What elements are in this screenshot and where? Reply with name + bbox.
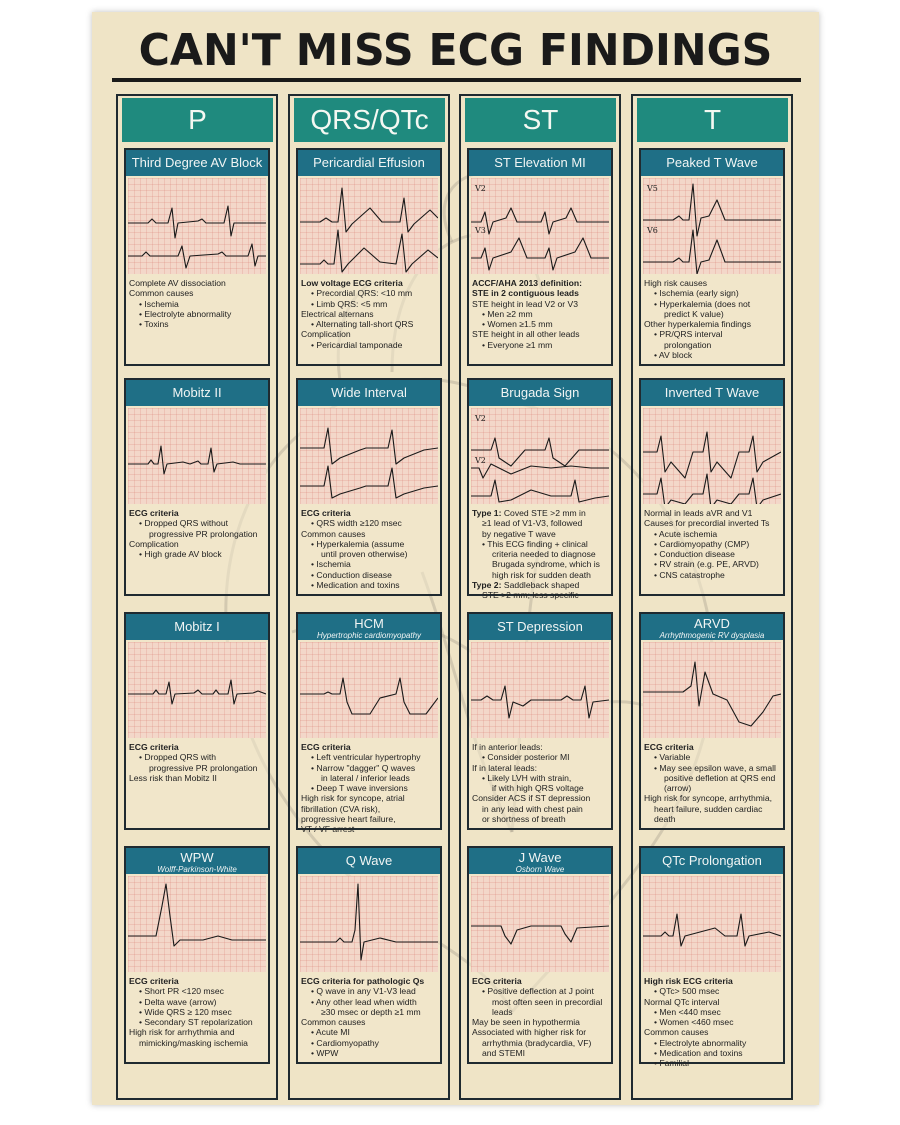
card-text-line: • Pericardial tamponade (311, 339, 403, 350)
card-title (641, 614, 783, 640)
ecg-trace-line (128, 884, 266, 946)
ecg-tracing (128, 178, 266, 274)
card-text-line: ECG criteria for pathologic Qs (301, 976, 425, 986)
card-text (301, 278, 441, 350)
card-text (644, 742, 784, 824)
ecg-trace-line (471, 238, 609, 270)
card-text-line: by negative T wave (482, 528, 556, 539)
card-text-line: leads (492, 1006, 513, 1017)
card-text-line: STE >2 mm; less specific (482, 590, 579, 601)
card-text-line: high risk for sudden death (492, 569, 591, 580)
card-text-line: ECG criteria (301, 508, 351, 518)
card-text-line: • Conduction disease (654, 549, 735, 560)
ecg-trace-line (471, 480, 609, 502)
card-subtitle: Hypertrophic cardiomyopathy (316, 631, 422, 640)
card-text-line: Complication (129, 538, 179, 549)
ecg-tracing (471, 876, 609, 972)
card-text-line: • Familial (654, 1058, 690, 1069)
card-title-text: HCM (354, 616, 384, 631)
poster-title: CAN'T MISS ECG FINDINGS (138, 25, 773, 76)
card-text (301, 508, 441, 590)
card-text-line: Other hyperkalemia findings (644, 319, 751, 330)
lead-label: V2 (475, 456, 486, 465)
card-text-line: • QTc> 500 msec (654, 986, 720, 997)
ecg-trace-line (300, 230, 438, 272)
card-text-line: or shortness of breath (482, 814, 566, 825)
card-text-line: • Left ventricular hypertrophy (311, 752, 421, 763)
card-text-line: • PR/QRS interval (654, 329, 723, 340)
card-title (126, 150, 268, 176)
card-text-line: fibrillation (CVA risk), (301, 803, 381, 814)
ecg-strip (471, 642, 609, 738)
card-text-line: Brugada syndrome, which is (492, 559, 600, 570)
card-text-line: • RV strain (e.g. PE, ARVD) (654, 559, 759, 570)
card-text-line: • CNS catastrophe (654, 569, 725, 580)
finding-card (467, 612, 613, 830)
card-title (469, 614, 611, 640)
card-text-line: ACCF/AHA 2013 definition: (472, 278, 582, 288)
finding-card (639, 846, 785, 1069)
card-text-line: criteria needed to diagnose (492, 549, 596, 560)
ecg-tracing (471, 178, 609, 274)
card-text-line: mimicking/masking ischemia (139, 1037, 248, 1048)
card-text-line: • High grade AV block (139, 549, 222, 560)
card-text-line: • Ischemia (139, 298, 179, 309)
card-text (644, 508, 784, 580)
ecg-trace-line (300, 466, 438, 498)
card-text-line: heart failure, sudden cardiac (654, 803, 763, 814)
card-text (301, 976, 441, 1058)
ecg-trace-line (300, 678, 438, 714)
card-text-line: and STEMI (482, 1048, 525, 1059)
card-title-text: Mobitz II (172, 385, 222, 400)
card-title-text: Third Degree AV Block (131, 155, 263, 170)
card-text-line: • Medication and toxins (311, 580, 400, 591)
card-text (644, 976, 784, 1069)
card-text-line: Complete AV dissociation (129, 278, 226, 288)
card-title-text: Mobitz I (174, 619, 220, 634)
card-title (641, 150, 783, 176)
card-text-line: Normal QTc interval (644, 996, 720, 1007)
card-title (641, 380, 783, 406)
card-text-line: May be seen in hypothermia (472, 1017, 580, 1028)
card-text-line: • Q wave in any V1-V3 lead (311, 986, 416, 997)
card-text-line: • AV block (654, 350, 693, 361)
column-header: P (122, 98, 273, 142)
card-text-line: • WPW (311, 1048, 339, 1059)
card-text-line: High risk for syncope, atrial (301, 793, 405, 804)
finding-card (467, 378, 613, 601)
ecg-strip (300, 178, 438, 274)
card-text-line: Causes for precordial inverted Ts (644, 518, 770, 529)
card-text-line: progressive heart failure, (301, 814, 396, 825)
ecg-trace-line (300, 428, 438, 464)
card-title (126, 848, 268, 874)
card-text-line: • Secondary ST repolarization (139, 1017, 253, 1028)
card-text-line: Type 1: Coved STE >2 mm in (472, 508, 586, 518)
card-text-line: • Dropped QRS without (139, 518, 228, 529)
card-text-line: • Precordial QRS: <10 mm (311, 288, 413, 299)
finding-card (124, 612, 270, 830)
card-text-line: if with high QRS voltage (492, 783, 584, 794)
card-text-line: ECG criteria (129, 742, 179, 752)
card-text-line: High risk for syncope, arrhythmia, (644, 793, 772, 804)
card-text-line: High risk for arrhythmia and (129, 1027, 235, 1038)
card-text-line: until proven otherwise) (321, 549, 408, 560)
card-text-line: High risk causes (644, 278, 708, 288)
card-title (641, 848, 783, 874)
ecg-strip (128, 408, 266, 504)
card-text-line: Type 2: Saddleback shaped (472, 580, 580, 591)
ecg-poster (92, 12, 819, 1105)
card-title-text: WPW (180, 850, 214, 865)
card-text-line: Common causes (301, 1017, 366, 1028)
card-text-line: • QRS width ≥120 msec (311, 518, 402, 529)
card-text (129, 742, 269, 783)
card-text-line: • Likely LVH with strain, (482, 772, 572, 783)
card-text-line: Consider ACS if ST depression (472, 793, 591, 804)
finding-card (296, 612, 442, 835)
finding-card (296, 378, 442, 596)
ecg-tracing (300, 178, 438, 274)
ecg-tracing (471, 642, 609, 738)
card-text-line: • Positive deflection at J point (482, 986, 594, 997)
card-text-line: positive defletion at QRS end (664, 772, 776, 783)
ecg-strip (643, 876, 781, 972)
card-text (129, 508, 269, 559)
ecg-trace-line (643, 474, 781, 504)
ecg-tracing (471, 408, 609, 504)
card-title-text: Inverted T Wave (664, 385, 760, 400)
card-text-line: Normal in leads aVR and V1 (644, 508, 753, 518)
card-text-line: • May see epsilon wave, a small (654, 762, 776, 773)
card-text-line: ECG criteria (129, 976, 179, 986)
ecg-tracing (300, 876, 438, 972)
card-text-line: progressive PR prolongation (149, 762, 258, 773)
card-text-line: Less risk than Mobitz II (129, 772, 217, 783)
card-text-line: predict K value) (664, 308, 724, 319)
ecg-tracing (128, 876, 266, 972)
lead-label: V6 (647, 226, 658, 235)
finding-card (296, 148, 442, 366)
card-text-line: • Deep T wave inversions (311, 783, 408, 794)
card-text-line: ECG criteria (644, 742, 694, 752)
ecg-strip (128, 876, 266, 972)
card-text-line: • Alternating tall-short QRS (311, 319, 414, 330)
card-text-line: • Electrolyte abnormality (654, 1037, 747, 1048)
card-text-line: • Dropped QRS with (139, 752, 217, 763)
ecg-tracing (643, 178, 781, 274)
card-title-text: J Wave (518, 850, 562, 865)
card-text-line: in any lead with chest pain (482, 803, 583, 814)
card-text-line: VT / VF arrest (301, 824, 355, 835)
card-text-line: STE height in lead V2 or V3 (472, 298, 579, 309)
column-header: T (637, 98, 788, 142)
card-text-line: • Short PR <120 msec (139, 986, 224, 997)
ecg-trace-line (300, 884, 438, 960)
ecg-strip (643, 642, 781, 738)
ecg-tracing (128, 408, 266, 504)
card-text-line: • Men <440 msec (654, 1006, 721, 1017)
ecg-trace-line (471, 208, 609, 234)
card-text-line: If in lateral leads: (472, 762, 537, 773)
ecg-trace-line (128, 680, 266, 704)
card-title-text: ST Depression (497, 619, 583, 634)
finding-card (639, 148, 785, 366)
ecg-trace-line (643, 914, 781, 946)
ecg-trace-line (643, 230, 781, 274)
card-text-line: STE in 2 contiguous leads (472, 288, 579, 299)
ecg-trace-line (471, 438, 609, 466)
card-text-line: • Consider posterior MI (482, 752, 570, 763)
finding-card (467, 148, 613, 366)
card-title (298, 614, 440, 640)
card-title (298, 150, 440, 176)
ecg-trace-line (471, 926, 609, 944)
card-title-text: Pericardial Effusion (313, 155, 425, 170)
ecg-trace-line (471, 464, 609, 478)
card-title (126, 380, 268, 406)
card-text-line: • Conduction disease (311, 569, 392, 580)
ecg-trace-line (300, 188, 438, 232)
card-title (298, 380, 440, 406)
card-text-line: most often seen in precordial (492, 996, 603, 1007)
card-text-line: Common causes (644, 1027, 709, 1038)
card-text-line: ECG criteria (472, 976, 522, 986)
card-text-line: in lateral / inferior leads (321, 772, 410, 783)
card-title-text: Brugada Sign (500, 385, 580, 400)
card-text-line: • Cardiomyopathy (311, 1037, 379, 1048)
card-text-line: If in anterior leads: (472, 742, 543, 752)
ecg-tracing (643, 642, 781, 738)
finding-card (639, 378, 785, 596)
card-text (472, 508, 612, 601)
ecg-tracing (643, 408, 781, 504)
ecg-trace-line (643, 184, 781, 236)
ecg-strip (471, 408, 609, 504)
card-text (129, 278, 269, 329)
card-text-line: • This ECG finding + clinical (482, 538, 588, 549)
column-header: ST (465, 98, 616, 142)
ecg-trace-line (643, 432, 781, 478)
ecg-tracing (128, 642, 266, 738)
card-text (472, 742, 612, 824)
card-title (469, 380, 611, 406)
card-text-line: • Medication and toxins (654, 1048, 743, 1059)
card-title (469, 150, 611, 176)
card-text-line: • Women <460 msec (654, 1017, 734, 1028)
card-text-line: ≥30 msec or depth ≥1 mm (321, 1006, 421, 1017)
title-underline (112, 78, 801, 82)
card-text-line: ECG criteria (301, 742, 351, 752)
card-subtitle: Arrhythmogenic RV dysplasia (659, 631, 765, 640)
card-text (472, 976, 612, 1058)
ecg-tracing (300, 642, 438, 738)
card-text-line: prolongation (664, 339, 712, 350)
card-text (301, 742, 441, 835)
card-text-line: • Ischemia (311, 559, 351, 570)
ecg-strip (300, 408, 438, 504)
card-text-line: • Everyone ≥1 mm (482, 339, 553, 350)
card-text-line: • Any other lead when width (311, 996, 417, 1007)
card-text-line: ≥1 lead of V1-V3, followed (482, 518, 583, 529)
card-text-line: • Men ≥2 mm (482, 308, 533, 319)
finding-card (124, 148, 270, 366)
ecg-strip (128, 642, 266, 738)
lead-label: V2 (475, 414, 486, 423)
card-text-line: • Narrow "dagger" Q waves (311, 762, 416, 773)
card-text-line: arrhythmia (bradycardia, VF) (482, 1037, 592, 1048)
card-title-text: Q Wave (345, 853, 393, 868)
ecg-strip (643, 408, 781, 504)
card-text-line: • Women ≥1.5 mm (482, 319, 553, 330)
card-subtitle: Wolff-Parkinson-White (157, 865, 237, 874)
ecg-strip (643, 178, 781, 274)
card-text-line: STE height in all other leads (472, 329, 580, 340)
card-title (298, 848, 440, 874)
ecg-strip (128, 178, 266, 274)
card-title (126, 614, 268, 640)
card-text-line: death (654, 814, 676, 825)
lead-label: V3 (475, 226, 486, 235)
card-text-line: • Cardiomyopathy (CMP) (654, 538, 750, 549)
ecg-strip (300, 642, 438, 738)
card-title-text: Wide Interval (331, 385, 407, 400)
card-title (469, 848, 611, 874)
card-text-line: • Hyperkalemia (assume (311, 538, 405, 549)
card-text (472, 278, 612, 350)
card-text-line: Common causes (301, 528, 366, 539)
card-text-line: Complication (301, 329, 351, 340)
card-subtitle: Osborn Wave (515, 865, 565, 874)
ecg-trace-line (128, 244, 266, 268)
ecg-trace-line (128, 446, 266, 474)
ecg-strip (471, 876, 609, 972)
lead-label: V2 (475, 184, 486, 193)
card-text-line: progressive PR prolongation (149, 528, 258, 539)
ecg-tracing (643, 876, 781, 972)
card-text-line: Low voltage ECG criteria (301, 278, 403, 288)
card-text-line: • Variable (654, 752, 691, 763)
card-text-line: • Acute MI (311, 1027, 350, 1038)
card-text-line: • Acute ischemia (654, 528, 718, 539)
card-text (644, 278, 784, 360)
card-text-line: • Hyperkalemia (does not (654, 298, 751, 309)
ecg-strip (300, 876, 438, 972)
finding-card (467, 846, 613, 1064)
card-text-line: Electrical alternans (301, 308, 374, 319)
ecg-strip (471, 178, 609, 274)
card-text-line: • Delta wave (arrow) (139, 996, 217, 1007)
card-title-text: Peaked T Wave (666, 155, 758, 170)
card-text (129, 976, 269, 1048)
ecg-tracing (300, 408, 438, 504)
card-text-line: Associated with higher risk for (472, 1027, 587, 1038)
ecg-trace-line (643, 662, 781, 726)
card-text-line: • Toxins (139, 319, 169, 330)
column-header: QRS/QTc (294, 98, 445, 142)
card-text-line: ECG criteria (129, 508, 179, 518)
card-text-line: • Electrolyte abnormality (139, 308, 232, 319)
card-text-line: (arrow) (664, 783, 692, 794)
finding-card (639, 612, 785, 830)
ecg-trace-line (128, 206, 266, 238)
card-text-line: High risk ECG criteria (644, 976, 733, 986)
card-title-text: ST Elevation MI (494, 155, 586, 170)
card-text-line: • Wide QRS ≥ 120 msec (139, 1006, 232, 1017)
lead-label: V5 (647, 184, 658, 193)
finding-card (296, 846, 442, 1064)
card-text-line: Common causes (129, 288, 194, 299)
finding-card (124, 378, 270, 596)
card-text-line: • Limb QRS: <5 mm (311, 298, 388, 309)
ecg-trace-line (471, 686, 609, 718)
finding-card (124, 846, 270, 1064)
card-title-text: ARVD (694, 616, 730, 631)
card-title-text: QTc Prolongation (662, 853, 762, 868)
card-text-line: • Ischemia (early sign) (654, 288, 739, 299)
